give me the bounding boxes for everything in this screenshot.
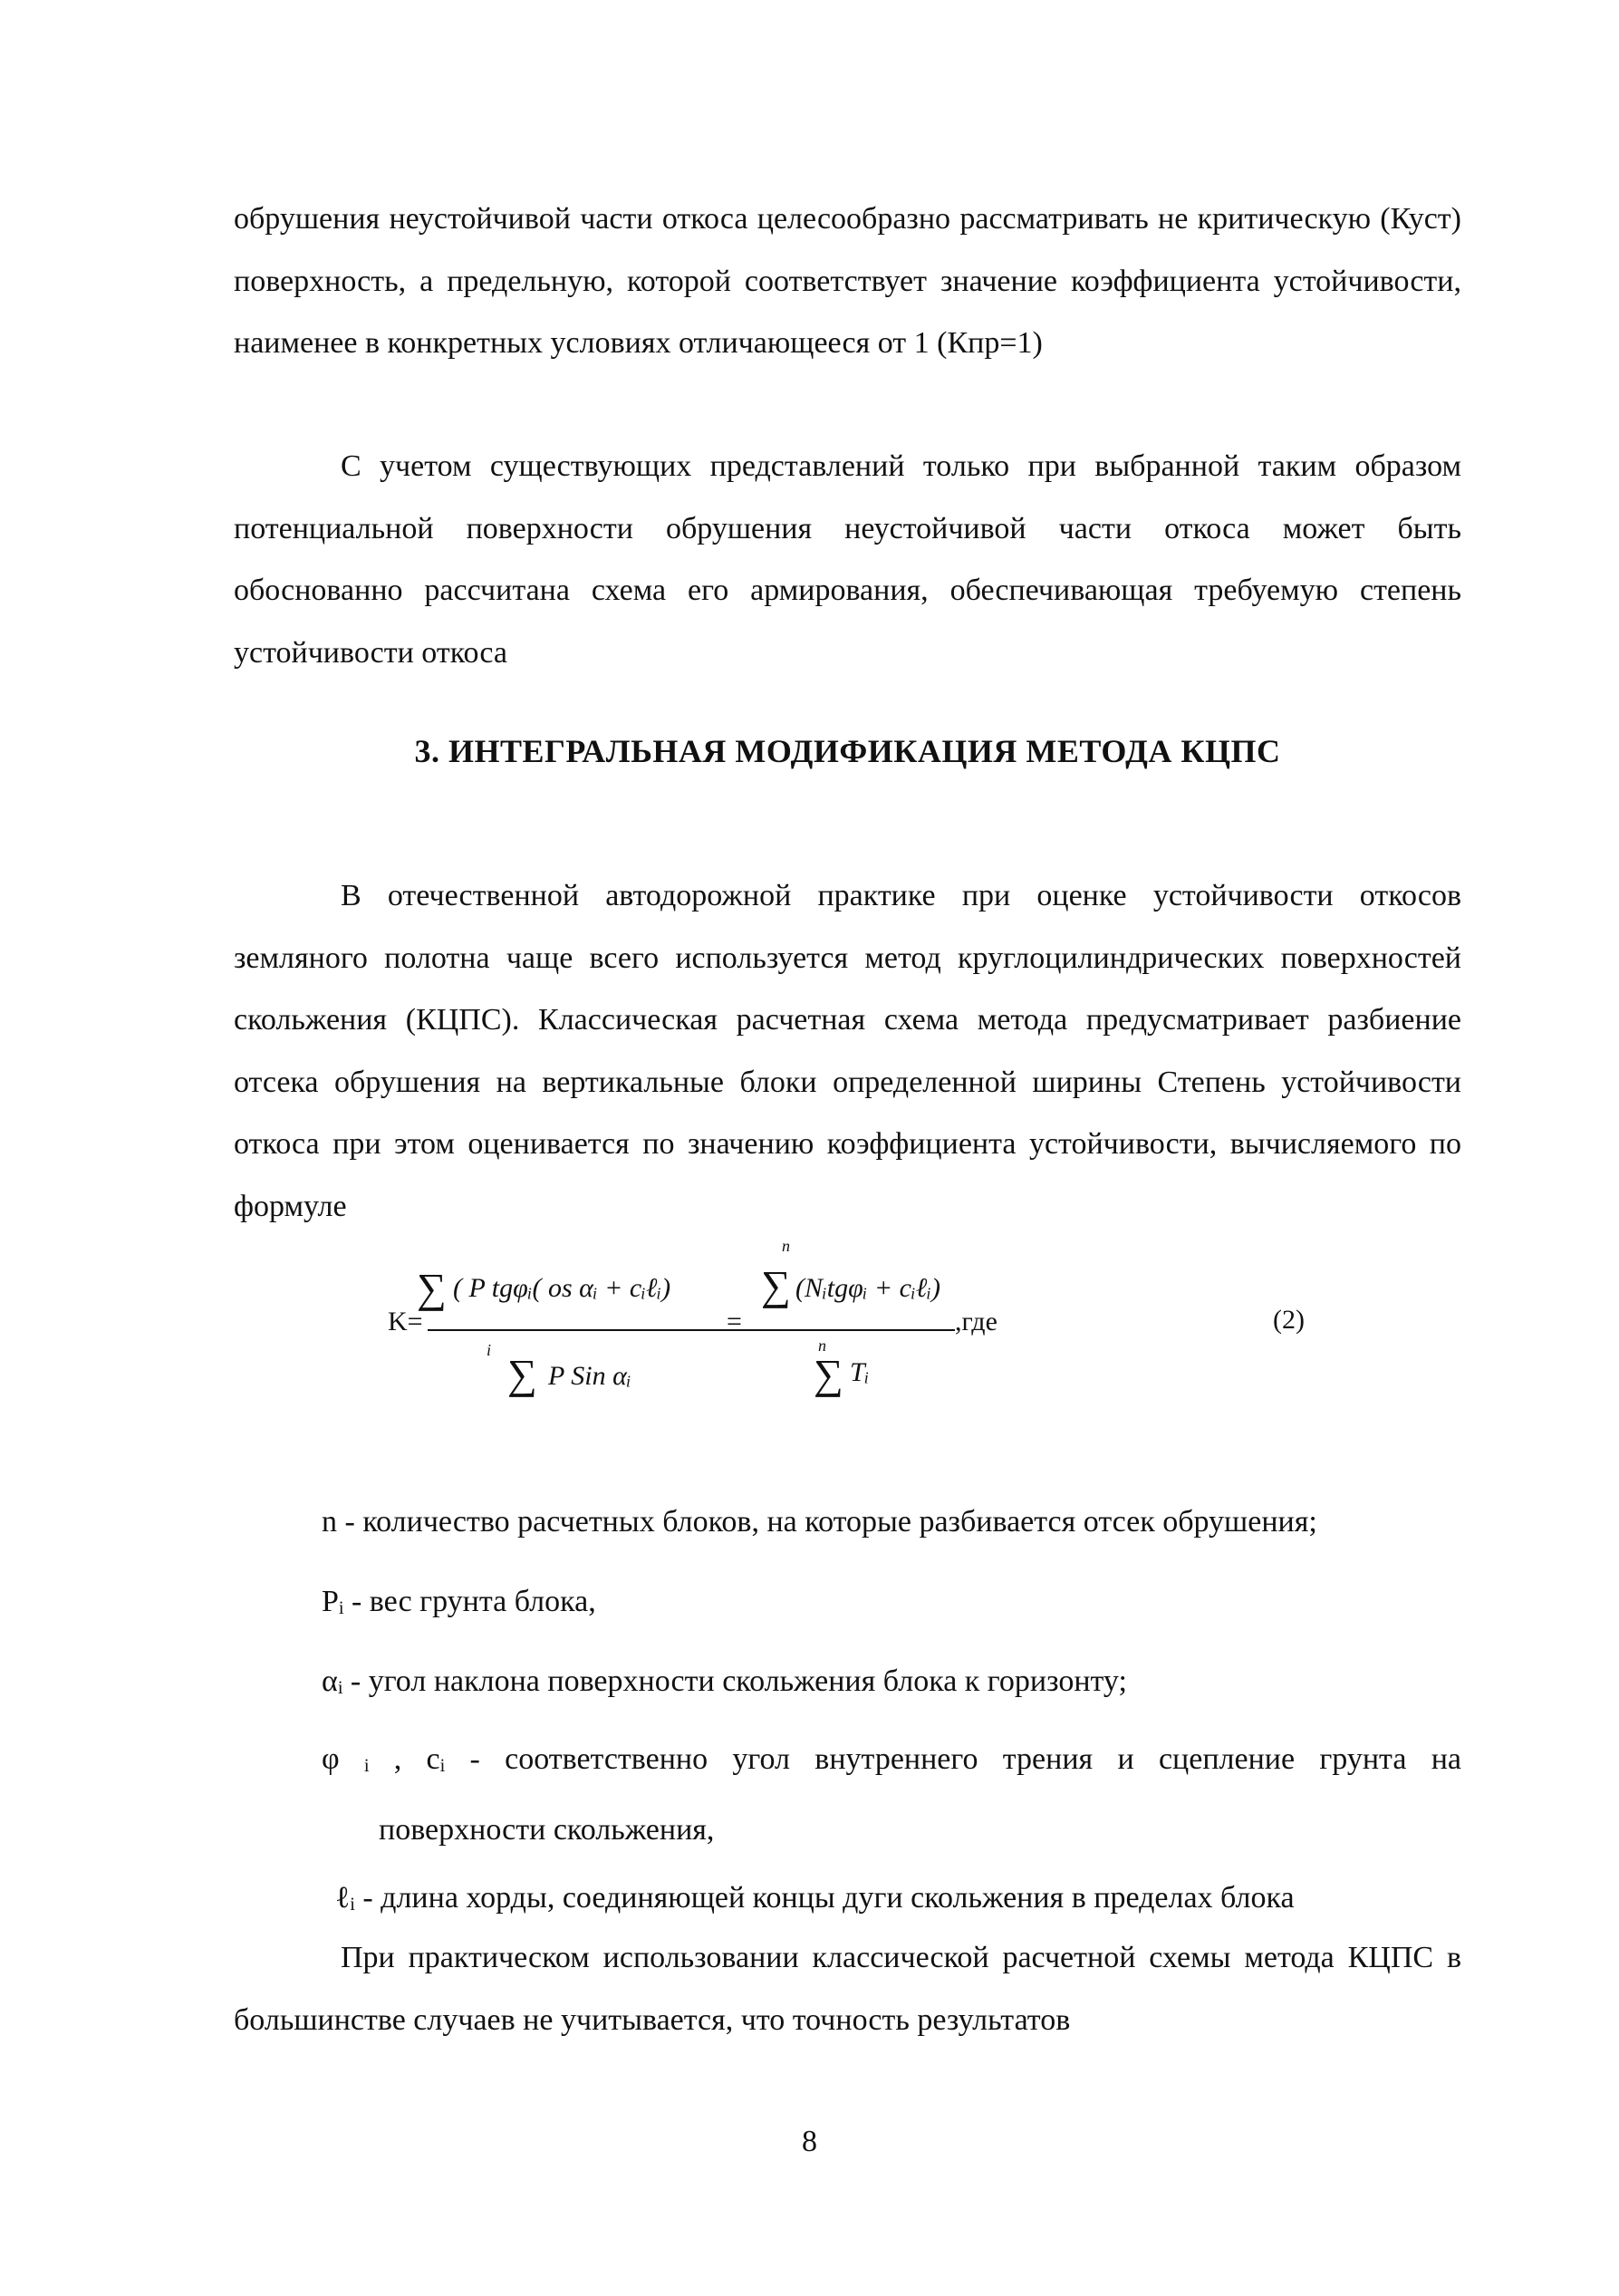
definition-phi: φ ᵢ , cᵢ - соответственно угол внутреннего трения и сцепление грунта на [322,1742,1461,1776]
paragraph-reinforcement [234,436,1461,684]
formula-number: (2) [1273,1305,1305,1335]
formula-denominator-1: P Sin αᵢ [548,1361,631,1391]
formula-sigma: ∑ [814,1351,843,1397]
definition-n: n - количество расчетных блоков, на которые разбивается отсек обрушения; [322,1505,1317,1539]
definition-alpha: αᵢ - угол наклона поверхности скольжения блока к горизонту; [322,1664,1127,1698]
formula-denominator-2: Tᵢ [850,1357,870,1387]
fraction-bar-1 [428,1329,801,1331]
formula-upper-index: n [782,1237,790,1255]
formula-numerator-2: (Nᵢtgφᵢ + cᵢℓᵢ) [795,1273,940,1303]
formula-upper-index: n [818,1336,826,1355]
formula-lower-index: i [487,1341,492,1359]
formula-sigma: ∑ [507,1351,537,1397]
page-number: 8 [802,2125,817,2158]
fraction-bar-2 [757,1329,955,1331]
formula-sigma: ∑ [761,1262,791,1308]
formula-equals: = [727,1307,742,1336]
definition-phi-continued: поверхности скольжения, [379,1813,715,1847]
paragraph-continuation [234,188,1461,375]
formula-2 [362,1237,1477,1418]
paragraph-practical [234,1927,1461,2051]
definition-p: Pᵢ - вес грунта блока, [322,1585,596,1618]
formula-suffix: ,где [955,1307,997,1336]
paragraph-text: В отечественной автодорожной практике при оценке устойчивости откосов земляного полотна чаще всего используется метод круглоцилиндрических поверхностей скольжения (КЦПС). Классическая расчетная схема метода предусматривает разбиение отсека обрушения на вертикальные блоки определенной ширины Степень устойчивости откоса при этом оценивается по значению коэффициента устойчивости, вычисляемого по формуле [234,879,1461,1223]
definition-l: ℓᵢ - длина хорды, соединяющей концы дуги скольжения в пределах блока [335,1881,1295,1915]
paragraph-text: При практическом использовании классической расчетной схемы метода КЦПС в большинстве случаев не учитывается, что точность результатов [234,1941,1461,2037]
paragraph-method [234,865,1461,1238]
paragraph-text: С учетом существующих представлений только при выбранной таким образом потенциальной поверхности обрушения неустойчивой части откоса может быть обоснованно рассчитана схема его армирования, обеспечивающая требуемую степень устойчивости откоса [234,449,1461,670]
formula-sigma: ∑ [417,1265,447,1311]
section-heading: 3. ИНТЕГРАЛЬНАЯ МОДИФИКАЦИЯ МЕТОДА КЦПС [414,733,1281,769]
paragraph-text: обрушения неустойчивой части откоса целесообразно рассматривать не критическую (Куст) поверхность, а предельную, которой соответствует значение коэффициента устойчивости, наименее в конкретных условиях отличающееся от 1 (Кпр=1) [234,202,1461,360]
formula-numerator-1: ( P tgφᵢ( os αᵢ + cᵢℓᵢ) [453,1273,671,1303]
formula-lhs: K= [388,1307,423,1336]
